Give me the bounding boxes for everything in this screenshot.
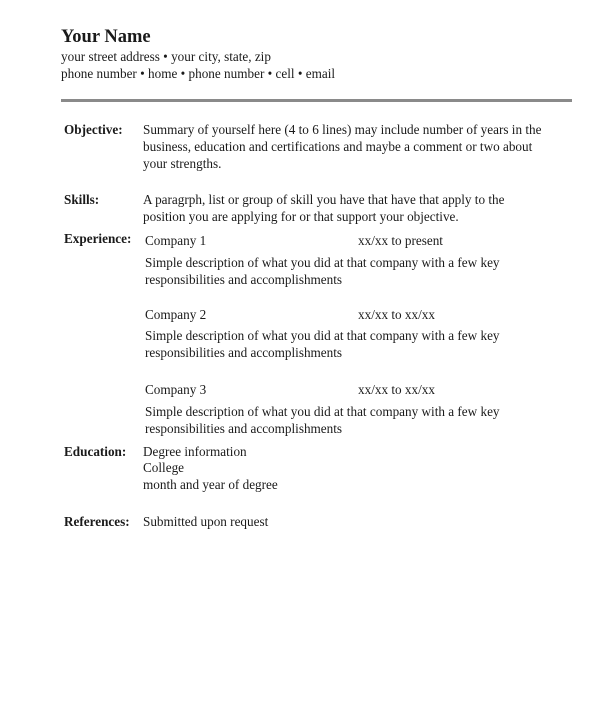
objective-line-3: your strengths. (143, 156, 222, 171)
objective-label: Objective: (64, 122, 123, 137)
skills-label: Skills: (64, 192, 100, 207)
header-divider (61, 99, 572, 102)
phone-line: phone number • home • phone number • cell • email (61, 66, 336, 81)
experience-label: Experience: (64, 231, 132, 246)
job-dates-1: xx/xx to present (358, 233, 443, 248)
job-dates-3: xx/xx to xx/xx (358, 382, 435, 397)
education-label: Education: (64, 444, 127, 459)
skills-line-1: A paragrph, list or group of skill you have that have that apply to the (143, 192, 505, 207)
job-description-2-line-2: responsibilities and accomplishments (145, 345, 343, 360)
job-description-2-line-1: Simple description of what you did at that company with a few key (145, 328, 500, 343)
job-company-1: Company 1 (145, 233, 207, 248)
job-description-3-line-2: responsibilities and accomplishments (145, 421, 343, 436)
references-label: References: (64, 514, 130, 529)
job-dates-2: xx/xx to xx/xx (358, 307, 435, 322)
education-line-3: month and year of degree (143, 477, 278, 492)
education-line-1: Degree information (143, 444, 247, 459)
objective-line-1: Summary of yourself here (4 to 6 lines) may include number of years in the (143, 122, 542, 137)
skills-line-2: position you are applying for or that support your objective. (143, 209, 459, 224)
candidate-name: Your Name (61, 27, 151, 47)
resume-header (61, 26, 335, 82)
job-company-3: Company 3 (145, 382, 207, 397)
job-description-3-line-1: Simple description of what you did at that company with a few key (145, 404, 500, 419)
job-description-1-line-1: Simple description of what you did at that company with a few key (145, 255, 500, 270)
education-line-2: College (143, 460, 185, 475)
references-text: Submitted upon request (143, 514, 269, 529)
job-company-2: Company 2 (145, 307, 207, 322)
objective-line-2: business, education and certifications and maybe a comment or two about (143, 139, 533, 154)
job-description-1-line-2: responsibilities and accomplishments (145, 272, 343, 287)
address-line: your street address • your city, state, zip (61, 49, 271, 64)
